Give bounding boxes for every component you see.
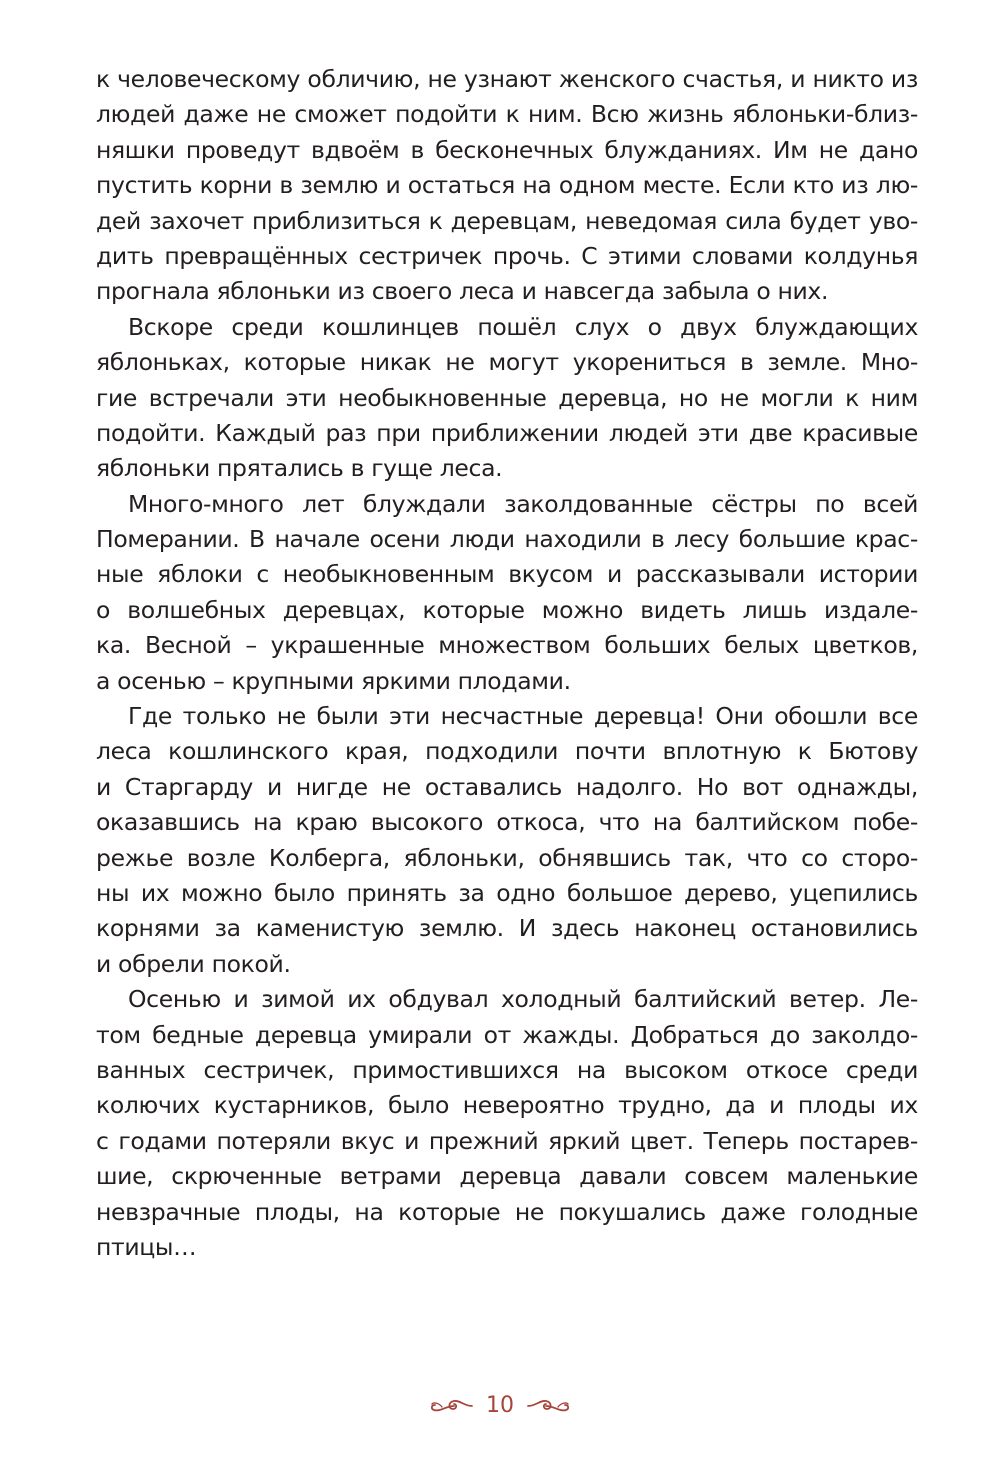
text-line: Много-много лет блуждали заколдованные сёстры по всей [128, 489, 918, 518]
left-flourish-icon [430, 1397, 474, 1415]
text-line: дей захочет приблизиться к деревцам, неведомая сила будет уво- [96, 206, 918, 235]
text-line: людей даже не сможет подойти к ним. Всю жизнь яблоньки-близ- [96, 100, 918, 129]
right-flourish-icon [526, 1397, 570, 1415]
text-line: яблоньки прятались в гуще леса. [96, 454, 503, 483]
body-text [96, 62, 918, 1265]
text-line: Осенью и зимой их обдувал холодный балтийский ветер. Ле- [128, 985, 918, 1014]
text-line: няшки проведут вдвоём в бесконечных блужданиях. Им не дано [96, 135, 918, 164]
text-line: колючих кустарников, было невероятно трудно, да и плоды их [96, 1091, 918, 1120]
text-line: корнями за каменистую землю. И здесь наконец остановились [96, 914, 918, 943]
text-line: Вскоре среди кошлинцев пошёл слух о двух блуждающих [128, 312, 918, 341]
text-line: дить превращённых сестричек прочь. С этими словами колдунья [96, 241, 918, 270]
text-line: оказавшись на краю высокого откоса, что на балтийском побе- [96, 808, 918, 837]
page-number: 10 [486, 1393, 514, 1418]
text-line: яблоньках, которые никак не могут укорениться в земле. Мно- [96, 348, 918, 377]
text-line: ка. Весной – украшенные множеством больших белых цветков, [96, 631, 918, 660]
text-line: невзрачные плоды, на которые не покушались даже голодные [96, 1197, 918, 1226]
text-line: леса кошлинского края, подходили почти вплотную к Бютову [96, 737, 918, 766]
text-line: и обрели покой. [96, 949, 291, 978]
text-line: том бедные деревца умирали от жажды. Добраться до заколдо- [96, 1020, 918, 1049]
text-line: к человеческому обличию, не узнают женского счастья, и никто из [96, 65, 918, 93]
text-line: а осенью – крупными яркими плодами. [96, 666, 571, 695]
text-line: Где только не были эти несчастные деревца! Они обошли все [128, 702, 918, 731]
text-line: подойти. Каждый раз при приближении людей эти две красивые [96, 418, 918, 447]
text-line: пустить корни в землю и остаться на одном месте. Если кто из лю- [96, 171, 918, 200]
text-line: и Старгарду и нигде не оставались надолго. Но вот однажды, [96, 772, 918, 801]
text-line: ны их можно было принять за одно большое дерево, уцепились [96, 878, 918, 907]
page-footer [0, 1386, 1000, 1426]
text-line: Померании. В начале осени люди находили в лесу большие крас- [96, 525, 918, 554]
text-line: ванных сестричек, примостившихся на высоком откосе среди [96, 1055, 918, 1084]
text-line: шие, скрюченные ветрами деревца давали совсем маленькие [96, 1162, 918, 1191]
text-line: птицы… [96, 1232, 197, 1261]
text-line: ные яблоки с необыкновенным вкусом и рассказывали истории [96, 560, 918, 589]
text-line: о волшебных деревцах, которые можно видеть лишь издале- [96, 595, 918, 624]
text-line: с годами потеряли вкус и прежний яркий цвет. Теперь постарев- [96, 1126, 918, 1155]
text-line: гие встречали эти необыкновенные деревца, но не могли к ним [96, 383, 918, 412]
text-line: прогнала яблоньки из своего леса и навсегда забыла о них. [96, 277, 829, 306]
text-line: режье возле Колберга, яблоньки, обнявшись так, что со сторо- [96, 843, 918, 872]
